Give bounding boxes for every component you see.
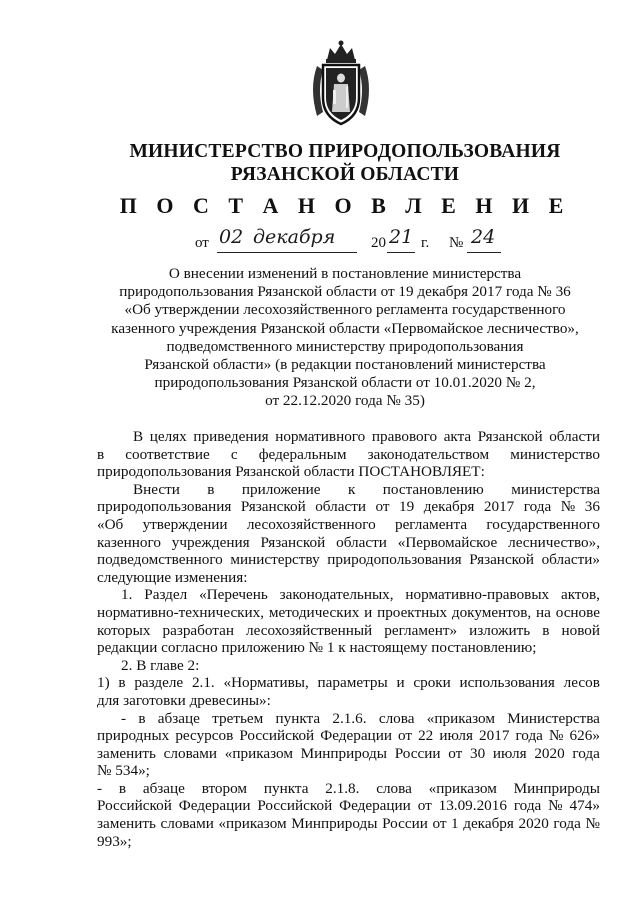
date-year-label: г. [421, 235, 430, 251]
word: законодательных, [279, 586, 394, 604]
word: министерство [510, 445, 600, 463]
title-line: от 22.12.2020 года № 35) [265, 392, 425, 410]
text-line [97, 622, 600, 640]
word: № [560, 498, 576, 516]
paragraph [97, 657, 600, 675]
word: В [133, 428, 144, 445]
word: «приказом [224, 744, 293, 762]
word: декабря [423, 498, 475, 516]
date-underline [217, 252, 357, 253]
title-line: Рязанской области» (в редакции постановлений министерства [144, 356, 546, 374]
text-line: 2. В главе 2: [121, 656, 200, 674]
word: 19 [399, 498, 415, 516]
word: области [549, 428, 600, 445]
text-line [97, 815, 600, 833]
word: 1. [121, 586, 133, 604]
text-line: 993»; [97, 832, 132, 850]
word: Минприроды [291, 815, 378, 833]
year-underline [387, 252, 415, 253]
word: пункта [275, 709, 321, 727]
word: «Перечень [199, 586, 268, 604]
word: регламента [394, 515, 468, 533]
coat-of-arms-emblem [303, 38, 379, 128]
word: лесохозяйственный [246, 621, 373, 639]
word: № [548, 797, 563, 815]
word: которых [97, 621, 151, 639]
word: 1 [451, 815, 459, 833]
word: утверждении [142, 515, 228, 533]
text-line [97, 797, 600, 815]
word: - [97, 779, 103, 797]
word: казенного [97, 533, 161, 551]
word: лесничество», [508, 533, 600, 551]
word: «приказом [426, 709, 495, 727]
text-line [97, 586, 600, 604]
word: года [523, 498, 552, 516]
word: нормативно-технических, [97, 603, 265, 621]
word: целях [149, 428, 187, 445]
word: абзаце [142, 779, 185, 797]
date-year-handwritten: 21 [389, 226, 414, 248]
word: третьем [212, 709, 264, 727]
word: государственного [486, 515, 600, 533]
word: федеральным [258, 445, 347, 463]
paragraph [97, 428, 600, 481]
word: Российской [257, 797, 333, 815]
word: области [336, 533, 387, 551]
word: заменить [97, 815, 156, 833]
word: сроки [413, 674, 451, 692]
word: природопользования [327, 551, 462, 569]
word: с [230, 445, 238, 463]
word: 2.1.6. [332, 709, 367, 727]
word: 2020 [518, 815, 549, 833]
word: в [97, 445, 105, 463]
word: и [364, 603, 373, 621]
text-line [97, 428, 600, 446]
title-line: подведомственного министерству природопользования [166, 337, 524, 355]
word: акта [443, 428, 472, 445]
word: словами [160, 815, 214, 833]
word: декабря [463, 815, 514, 833]
word: изложить [469, 621, 531, 639]
word: области» [541, 551, 600, 569]
word: Минприроды [513, 779, 600, 797]
word: природных [97, 727, 170, 745]
date-month-handwritten: декабря [253, 226, 336, 248]
word: подведомственного [97, 551, 223, 569]
word: - [121, 709, 127, 727]
word: от [375, 498, 390, 516]
paragraph [97, 674, 600, 709]
word: Министерства [507, 709, 600, 727]
text-line: для заготовки древесины»: [97, 691, 271, 709]
word: новой [561, 621, 600, 639]
text-line [97, 710, 600, 728]
text-line: следующие изменения: [97, 568, 248, 586]
word: от [398, 727, 413, 745]
word: от [448, 744, 463, 762]
title-line: природопользования Рязанской области от 10.01.2020 № 2, [154, 374, 536, 392]
text-line [97, 481, 600, 499]
word: в [207, 480, 215, 498]
paragraph [97, 710, 600, 780]
document-title [110, 265, 580, 411]
word: в [542, 621, 550, 639]
word: разработан [162, 621, 234, 639]
text-line [97, 674, 600, 692]
word: использования [459, 674, 555, 692]
text-line [97, 745, 600, 763]
title-line: природопользования Рязанской области от 19 декабря 2017 года № 36 [119, 283, 571, 301]
word: № [548, 727, 564, 745]
word: 2017 [483, 498, 515, 516]
word: в [138, 709, 146, 727]
word: Российской [239, 727, 315, 745]
word: ресурсов [175, 727, 234, 745]
word: России [382, 815, 428, 833]
word: области [315, 498, 366, 516]
word: в [118, 674, 126, 692]
word: 13.09.2016 [438, 797, 507, 815]
text-line: редакции согласно приложению № 1 к настоящему постановлению; [97, 639, 537, 657]
word: заменить [97, 744, 156, 762]
word: к [347, 480, 356, 498]
word: на [536, 603, 551, 621]
text-line: природопользования Рязанской области ПОСТАНОВЛЯЕТ: [97, 463, 485, 481]
word: года [513, 797, 542, 815]
word: Федерации [320, 727, 392, 745]
text-line [97, 780, 600, 798]
word: Рязанской [477, 428, 543, 445]
word: Рязанской [240, 498, 306, 516]
word: проектных [377, 603, 448, 621]
text-line [97, 727, 600, 745]
word: «Первомайское [397, 533, 498, 551]
word: июля [439, 727, 473, 745]
word: в [118, 779, 127, 797]
word: «Об [97, 515, 124, 533]
word: пункта [263, 779, 309, 797]
word: Рязанской [469, 551, 535, 569]
title-line: «Об утверждении лесохозяйственного регламента государственного [124, 301, 566, 319]
word: слова [376, 779, 412, 797]
word: «Нормативы, [223, 674, 309, 692]
word: 1) [97, 674, 110, 692]
word: от [417, 797, 432, 815]
word: и [396, 674, 405, 692]
word: разделе [134, 674, 184, 692]
word: природопользования [97, 498, 232, 516]
word: актов, [561, 586, 600, 604]
word: приведения [193, 428, 269, 445]
date-day-handwritten: 02 [219, 226, 244, 248]
word: методических [268, 603, 360, 621]
document-type-heading: П О С Т А Н О В Л Е Н И Е [119, 193, 571, 218]
word: абзаце [157, 709, 200, 727]
text-line: № 534»; [97, 762, 150, 780]
word: года [553, 815, 581, 833]
word: соответствие [125, 445, 210, 463]
word: года [515, 727, 543, 745]
word: Российской [97, 797, 172, 815]
word: приложение [241, 480, 321, 498]
word: законодательством [367, 445, 490, 463]
word: «приказом [218, 815, 287, 833]
word: Федерации [178, 797, 251, 815]
paragraph [97, 586, 600, 656]
word: 22 [418, 727, 434, 745]
word: России [394, 744, 441, 762]
word: Федерации [339, 797, 411, 815]
word: министерства [511, 480, 600, 498]
word: учреждения [171, 533, 250, 551]
word: Внести [133, 480, 180, 498]
text-line [97, 446, 600, 464]
word: постановлению [382, 480, 484, 498]
word: Минприроды [300, 744, 387, 762]
word: 2020 [534, 744, 565, 762]
text-line [97, 498, 600, 516]
word: лесов [563, 674, 600, 692]
word: июля [492, 744, 527, 762]
ministry-name-line-2: РЯЗАНСКОЙ ОБЛАСТИ [230, 164, 460, 185]
word: «приказом [428, 779, 497, 797]
word: от [432, 815, 447, 833]
word: № [585, 815, 600, 833]
word: словами [163, 744, 218, 762]
word: втором [201, 779, 248, 797]
word: 30 [469, 744, 486, 762]
word: года [572, 744, 600, 762]
word: регламент» [384, 621, 458, 639]
paragraph [97, 780, 600, 850]
word: параметры [317, 674, 388, 692]
text-line [97, 604, 600, 622]
number-label: № [449, 235, 464, 251]
word: 2.1.8. [325, 779, 360, 797]
word: 2017 [479, 727, 510, 745]
ministry-name-line-1: МИНИСТЕРСТВО ПРИРОДОПОЛЬЗОВАНИЯ [129, 141, 561, 162]
document-body [97, 428, 600, 850]
title-line: казенного учреждения Рязанской области «Первомайское лесничество», [111, 319, 579, 337]
date-prefix: от [195, 235, 209, 251]
paragraph [97, 481, 600, 587]
word: 36 [584, 498, 600, 516]
word: лесохозяйственного [246, 515, 376, 533]
word: 474» [569, 797, 600, 815]
word: 2.1. [191, 674, 215, 692]
word: основе [555, 603, 600, 621]
word: документов, [451, 603, 532, 621]
date-year-prefix: 20 [371, 235, 386, 251]
word: 626» [569, 727, 600, 745]
word: нормативно-правовых [405, 586, 550, 604]
word: министерству [230, 551, 320, 569]
word: Рязанской [260, 533, 326, 551]
title-line: О внесении изменений в постановление министерства [168, 265, 522, 282]
number-underline [467, 252, 501, 253]
number-handwritten: 24 [471, 226, 496, 248]
word: Раздел [144, 586, 188, 604]
word: нормативного [275, 428, 366, 445]
text-line [97, 516, 600, 534]
text-line [97, 551, 600, 569]
word: слова [378, 709, 415, 727]
word: правового [371, 428, 438, 445]
text-line [97, 534, 600, 552]
